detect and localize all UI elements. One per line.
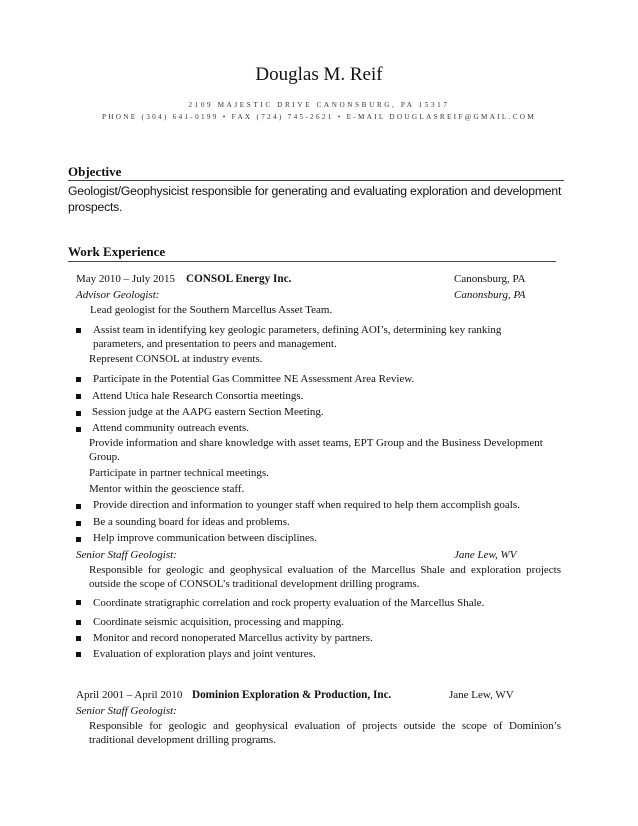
consol-line: Provide information and share knowledge with asset teams, EPT Group and the Business Development bbox=[89, 437, 543, 449]
senior-staff-geologist-location: Jane Lew, WV bbox=[454, 549, 517, 561]
dominion-description: Responsible for geologic and geophysical evaluation of projects outside the scope of Dominion’s traditional development drilling programs. bbox=[89, 720, 561, 746]
consol-line: Session judge at the AAPG eastern Section Meeting. bbox=[92, 406, 324, 418]
consol-line: Assist team in identifying key geologic parameters, defining AOI’s, determining key ranking bbox=[93, 324, 502, 336]
consol-line: Attend Utica hale Research Consortia meetings. bbox=[92, 390, 304, 402]
bullet-icon bbox=[76, 537, 81, 542]
dominion-dates: April 2001 – April 2010 bbox=[76, 689, 183, 701]
senior-staff-bullet: Coordinate stratigraphic correlation and rock property evaluation of the Marcellus Shale. bbox=[93, 597, 485, 609]
consol-line: Participate in partner technical meetings. bbox=[89, 467, 269, 479]
bullet-icon bbox=[76, 377, 81, 382]
consol-line: Provide direction and information to younger staff when required to help them accomplish goals. bbox=[93, 499, 520, 511]
senior-staff-bullet: Evaluation of exploration plays and joint ventures. bbox=[93, 648, 316, 660]
work-experience-heading: Work Experience bbox=[68, 244, 166, 259]
consol-line: Be a sounding board for ideas and problems. bbox=[93, 516, 290, 528]
senior-staff-bullet: Coordinate seismic acquisition, processing and mapping. bbox=[93, 616, 344, 628]
bullet-icon bbox=[76, 620, 81, 625]
consol-line: Mentor within the geoscience staff. bbox=[89, 483, 245, 495]
resume-name: Douglas M. Reif bbox=[255, 64, 383, 85]
consol-line: parameters, and presentation to peers and management. bbox=[93, 338, 337, 350]
consol-location: Canonsburg, PA bbox=[454, 273, 526, 285]
bullet-icon bbox=[76, 521, 81, 526]
dominion-company: Dominion Exploration & Production, Inc. bbox=[192, 689, 392, 701]
senior-staff-description: Responsible for geologic and geophysical evaluation of the Marcellus Shale and exploration projects outside the scope of CONSOL’s traditional development drilling programs. bbox=[89, 564, 561, 590]
consol-line: Participate in the Potential Gas Committee NE Assessment Area Review. bbox=[93, 373, 415, 385]
consol-line: Attend community outreach events. bbox=[92, 422, 250, 434]
work-experience-rule bbox=[68, 261, 556, 262]
dominion-location: Jane Lew, WV bbox=[449, 689, 514, 701]
consol-line: Lead geologist for the Southern Marcellus Asset Team. bbox=[90, 304, 333, 316]
bullet-icon bbox=[76, 636, 81, 641]
advisor-geologist-title: Advisor Geologist: bbox=[76, 289, 160, 301]
consol-line: Help improve communication between disciplines. bbox=[93, 532, 317, 544]
objective-rule bbox=[68, 180, 564, 181]
senior-staff-bullet: Monitor and record nonoperated Marcellus activity by partners. bbox=[93, 632, 373, 644]
consol-company: CONSOL Energy Inc. bbox=[186, 273, 292, 285]
senior-staff-geologist-title: Senior Staff Geologist: bbox=[76, 549, 177, 561]
bullet-icon bbox=[76, 652, 81, 657]
objective-heading: Objective bbox=[68, 164, 122, 179]
consol-line: Group. bbox=[89, 451, 120, 463]
advisor-geologist-location: Canonsburg, PA bbox=[454, 289, 526, 301]
address-line: 2109 MAJESTIC DRIVE CANONSBURG, PA 15317 bbox=[188, 101, 450, 109]
bullet-icon bbox=[76, 504, 81, 509]
consol-dates: May 2010 – July 2015 bbox=[76, 273, 175, 285]
contact-line: PHONE (304) 641-0199 • FAX (724) 745-2621 • E-MAIL DOUGLASREIF@GMAIL.COM bbox=[102, 113, 536, 121]
consol-line: Represent CONSOL at industry events. bbox=[89, 353, 263, 365]
dominion-role-title: Senior Staff Geologist: bbox=[76, 705, 177, 717]
bullet-icon bbox=[76, 411, 81, 416]
bullet-icon bbox=[76, 427, 81, 432]
bullet-icon bbox=[76, 600, 81, 605]
bullet-icon bbox=[76, 328, 81, 333]
bullet-icon bbox=[76, 394, 81, 399]
objective-text: Geologist/Geophysicist responsible for generating and evaluating exploration and development prospects. bbox=[68, 184, 562, 214]
